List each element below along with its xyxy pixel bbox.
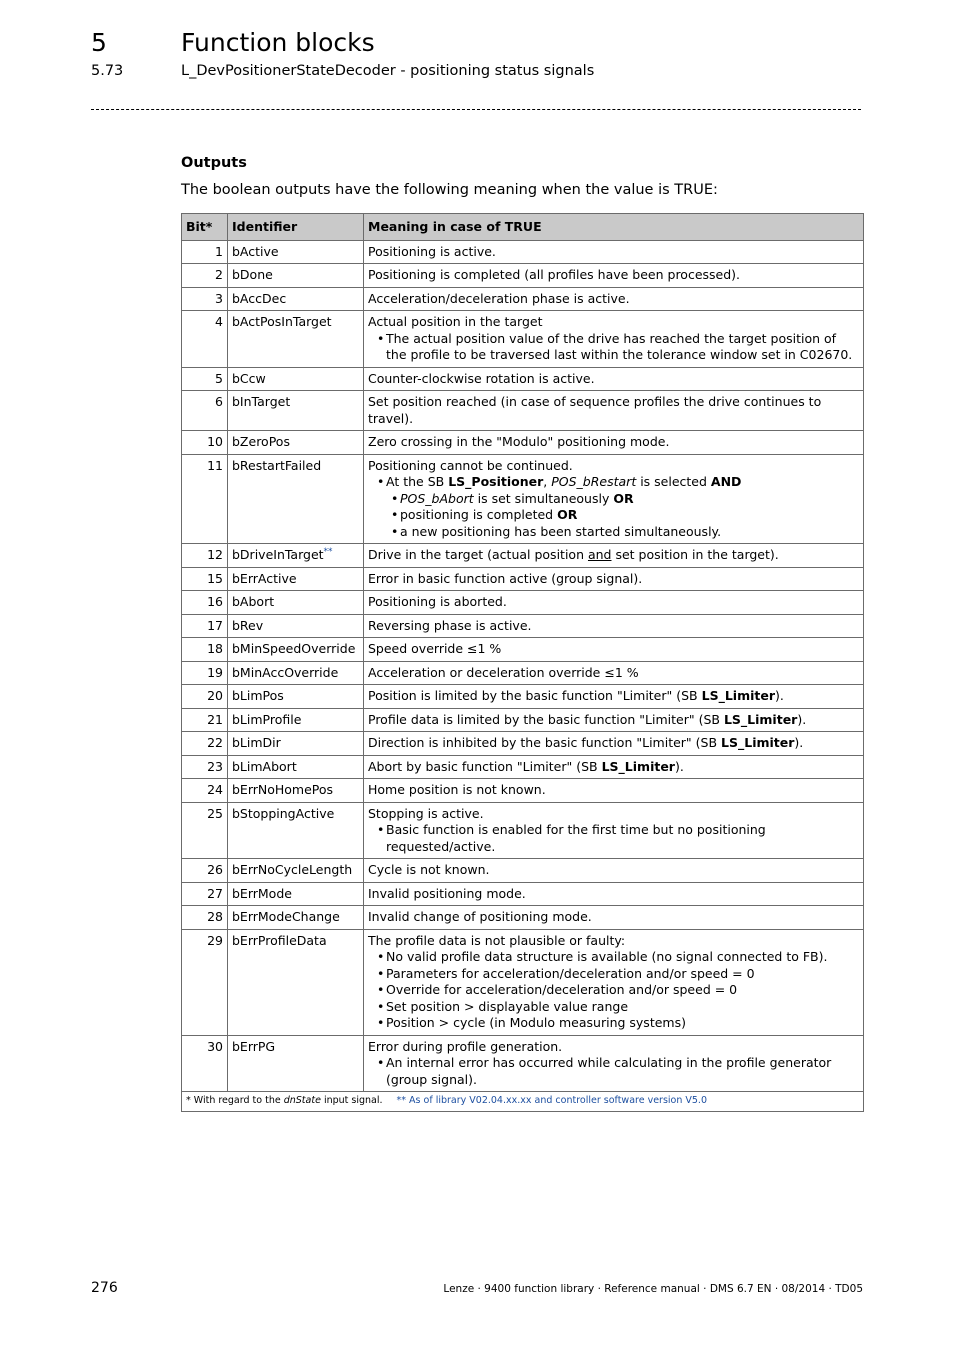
bullet-item: • An internal error has occurred while calculating in the profile generator (group signal). — [368, 1055, 859, 1088]
section-number: 5.73 — [91, 63, 124, 79]
row-identifier: bRev — [228, 614, 364, 638]
row-identifier: bErrProfileData — [228, 929, 364, 1035]
bullet-item: • The actual position value of the drive has reached the target position of the profile to be traversed last within the tolerance window set in C02670. — [368, 331, 859, 364]
row-bit: 2 — [182, 264, 228, 288]
row-meaning: Reversing phase is active. — [364, 614, 864, 638]
header-divider — [91, 109, 861, 110]
row-identifier: bAccDec — [228, 287, 364, 311]
row-identifier: bCcw — [228, 367, 364, 391]
table-row — [182, 567, 864, 591]
text-span: positioning is completed — [400, 507, 558, 522]
row-meaning: Cycle is not known. — [364, 859, 864, 883]
row-meaning — [364, 755, 864, 779]
table-row — [182, 264, 864, 288]
row-meaning: Acceleration/deceleration phase is active. — [364, 287, 864, 311]
row-meaning: Positioning is completed (all profiles have been processed). — [364, 264, 864, 288]
table-row — [182, 708, 864, 732]
table-row — [182, 882, 864, 906]
table-row — [182, 779, 864, 803]
row-identifier: bErrActive — [228, 567, 364, 591]
row-bit: 16 — [182, 591, 228, 615]
text-span: Position is limited by the basic function "Limiter" (SB — [368, 688, 702, 703]
row-meaning: Invalid positioning mode. — [364, 882, 864, 906]
row-identifier: bZeroPos — [228, 431, 364, 455]
footnote-marker: ** — [323, 546, 333, 557]
table-row — [182, 802, 864, 859]
sb-name: LS_Limiter — [721, 735, 795, 750]
row-identifier: bActPosInTarget — [228, 311, 364, 368]
table-row — [182, 755, 864, 779]
table-footnote — [182, 1092, 864, 1112]
row-identifier: bLimAbort — [228, 755, 364, 779]
bullet-item: • Override for acceleration/deceleration and/or speed = 0 — [368, 982, 859, 999]
table-row — [182, 661, 864, 685]
text-span: ). — [674, 758, 684, 774]
row-bit: 1 — [182, 240, 228, 264]
bullet-item: • Basic function is enabled for the first time but no positioning requested/active. — [368, 822, 859, 855]
row-identifier: bStoppingActive — [228, 802, 364, 859]
row-bit: 19 — [182, 661, 228, 685]
text-span: , — [543, 474, 552, 489]
sub-bullet-item: • a new positioning has been started simultaneously. — [368, 524, 859, 541]
table-row — [182, 544, 864, 568]
outputs-table — [181, 213, 864, 1112]
table-header-row — [182, 214, 864, 241]
row-bit: 6 — [182, 391, 228, 431]
row-bit: 25 — [182, 802, 228, 859]
row-meaning: Invalid change of positioning mode. — [364, 906, 864, 930]
row-bit: 23 — [182, 755, 228, 779]
sb-name: LS_Limiter — [723, 711, 798, 727]
bullet-item: • Set position > displayable value range — [368, 999, 859, 1016]
row-bit: 10 — [182, 431, 228, 455]
row-meaning — [364, 708, 864, 732]
row-bit: 22 — [182, 732, 228, 756]
text-span: At the SB — [386, 474, 449, 489]
text-span: input signal. — [320, 1095, 383, 1106]
keyword: OR — [557, 507, 578, 522]
text-span: is selected — [636, 474, 711, 489]
row-meaning: Positioning is active. — [364, 240, 864, 264]
row-meaning: Counter-clockwise rotation is active. — [364, 367, 864, 391]
row-bit: 15 — [182, 567, 228, 591]
row-bit: 18 — [182, 638, 228, 662]
table-row — [182, 929, 864, 1035]
version-note: ** As of library V02.04.xx.xx and controller software version V5.0 — [396, 1095, 707, 1106]
table-row — [182, 614, 864, 638]
row-bit: 29 — [182, 929, 228, 1035]
row-meaning: Home position is not known. — [364, 779, 864, 803]
header-bit: Bit* — [182, 214, 228, 241]
row-identifier: bErrNoCycleLength — [228, 859, 364, 883]
table-row — [182, 685, 864, 709]
text-span: ). — [794, 735, 804, 750]
table-row — [182, 638, 864, 662]
meaning-text: The profile data is not plausible or faulty: — [368, 932, 626, 948]
page-number: 276 — [91, 1280, 118, 1296]
row-bit: 20 — [182, 685, 228, 709]
param-name: dnState — [283, 1095, 321, 1106]
keyword: OR — [613, 490, 634, 506]
text-span: set position in the target). — [611, 547, 779, 562]
row-meaning — [364, 802, 864, 859]
meaning-text: Error during profile generation. — [368, 1038, 563, 1054]
row-bit: 27 — [182, 882, 228, 906]
row-meaning: Acceleration or deceleration override ≤1 % — [364, 661, 864, 685]
row-identifier: bInTarget — [228, 391, 364, 431]
row-bit: 17 — [182, 614, 228, 638]
bullet-item: • Parameters for acceleration/deceleration and/or speed = 0 — [368, 966, 859, 983]
row-meaning — [364, 929, 864, 1035]
sub-bullet-item — [368, 507, 859, 524]
row-bit: 11 — [182, 454, 228, 544]
table-row — [182, 287, 864, 311]
table-row — [182, 431, 864, 455]
row-identifier: bLimProfile — [228, 708, 364, 732]
row-identifier: bErrPG — [228, 1035, 364, 1092]
row-bit: 24 — [182, 779, 228, 803]
row-meaning — [364, 685, 864, 709]
outputs-heading: Outputs — [181, 155, 247, 171]
row-identifier: bMinAccOverride — [228, 661, 364, 685]
table-row — [182, 1035, 864, 1092]
row-bit: 4 — [182, 311, 228, 368]
keyword: AND — [710, 474, 742, 489]
table-row — [182, 732, 864, 756]
row-meaning — [364, 732, 864, 756]
sb-name: LS_Positioner — [448, 474, 544, 489]
text-span: ). — [775, 688, 784, 703]
row-identifier — [228, 544, 364, 568]
row-bit: 21 — [182, 708, 228, 732]
text-span: Abort by basic function "Limiter" (SB — [368, 758, 602, 774]
row-identifier: bErrNoHomePos — [228, 779, 364, 803]
table-row — [182, 906, 864, 930]
underlined-word: and — [587, 547, 612, 562]
text-span: Drive in the target (actual position — [368, 547, 588, 562]
row-identifier: bLimPos — [228, 685, 364, 709]
table-row — [182, 859, 864, 883]
sb-name: LS_Limiter — [701, 688, 776, 703]
table-row — [182, 367, 864, 391]
table-row — [182, 391, 864, 431]
row-identifier: bRestartFailed — [228, 454, 364, 544]
text-span: Direction is inhibited by the basic function "Limiter" (SB — [368, 735, 722, 750]
text-span: ). — [797, 711, 807, 727]
row-meaning — [364, 311, 864, 368]
bullet-item: • Position > cycle (in Modulo measuring systems) — [368, 1015, 859, 1032]
table-row — [182, 240, 864, 264]
text-span: Profile data is limited by the basic function "Limiter" (SB — [368, 711, 724, 727]
row-identifier: bMinSpeedOverride — [228, 638, 364, 662]
row-bit: 30 — [182, 1035, 228, 1092]
chapter-title: Function blocks — [181, 28, 375, 57]
table-row — [182, 311, 864, 368]
bullet-item — [368, 474, 859, 491]
row-bit: 12 — [182, 544, 228, 568]
row-identifier: bErrMode — [228, 882, 364, 906]
row-meaning: Error in basic function active (group signal). — [364, 567, 864, 591]
header-identifier: Identifier — [228, 214, 364, 241]
table-row — [182, 454, 864, 544]
row-meaning — [364, 1035, 864, 1092]
meaning-text: Positioning cannot be continued. — [368, 457, 573, 473]
text-span: is set simultaneously — [473, 490, 614, 506]
row-meaning: Zero crossing in the "Modulo" positioning mode. — [364, 431, 864, 455]
bullet-item: • No valid profile data structure is available (no signal connected to FB). — [368, 949, 859, 966]
section-title: L_DevPositionerStateDecoder - positioning status signals — [181, 63, 595, 79]
row-identifier: bAbort — [228, 591, 364, 615]
sb-name: LS_Limiter — [601, 758, 675, 774]
param-name: POS_bAbort — [400, 490, 474, 506]
row-identifier: bLimDir — [228, 732, 364, 756]
header-meaning: Meaning in case of TRUE — [364, 214, 864, 241]
meaning-text: Stopping is active. — [368, 805, 484, 821]
row-meaning: Speed override ≤1 % — [364, 638, 864, 662]
sub-bullet-item — [368, 491, 859, 508]
document-info: Lenze · 9400 function library · Reference manual · DMS 6.7 EN · 08/2014 · TD05 — [443, 1283, 863, 1295]
intro-text: The boolean outputs have the following meaning when the value is TRUE: — [181, 182, 718, 198]
identifier-text: bDriveInTarget — [232, 547, 324, 562]
meaning-text: Actual position in the target — [368, 314, 543, 329]
table-footnote-row — [182, 1092, 864, 1112]
row-meaning: Set position reached (in case of sequence profiles the drive continues to travel). — [364, 391, 864, 431]
table-row — [182, 591, 864, 615]
chapter-number: 5 — [91, 28, 107, 57]
row-bit: 28 — [182, 906, 228, 930]
row-meaning: Positioning is aborted. — [364, 591, 864, 615]
row-identifier: bDone — [228, 264, 364, 288]
row-identifier: bErrModeChange — [228, 906, 364, 930]
row-bit: 3 — [182, 287, 228, 311]
text-span: * With regard to the — [186, 1095, 284, 1106]
row-bit: 5 — [182, 367, 228, 391]
row-meaning — [364, 454, 864, 544]
row-meaning — [364, 544, 864, 568]
row-bit: 26 — [182, 859, 228, 883]
row-identifier: bActive — [228, 240, 364, 264]
param-name: POS_bRestart — [551, 474, 637, 489]
